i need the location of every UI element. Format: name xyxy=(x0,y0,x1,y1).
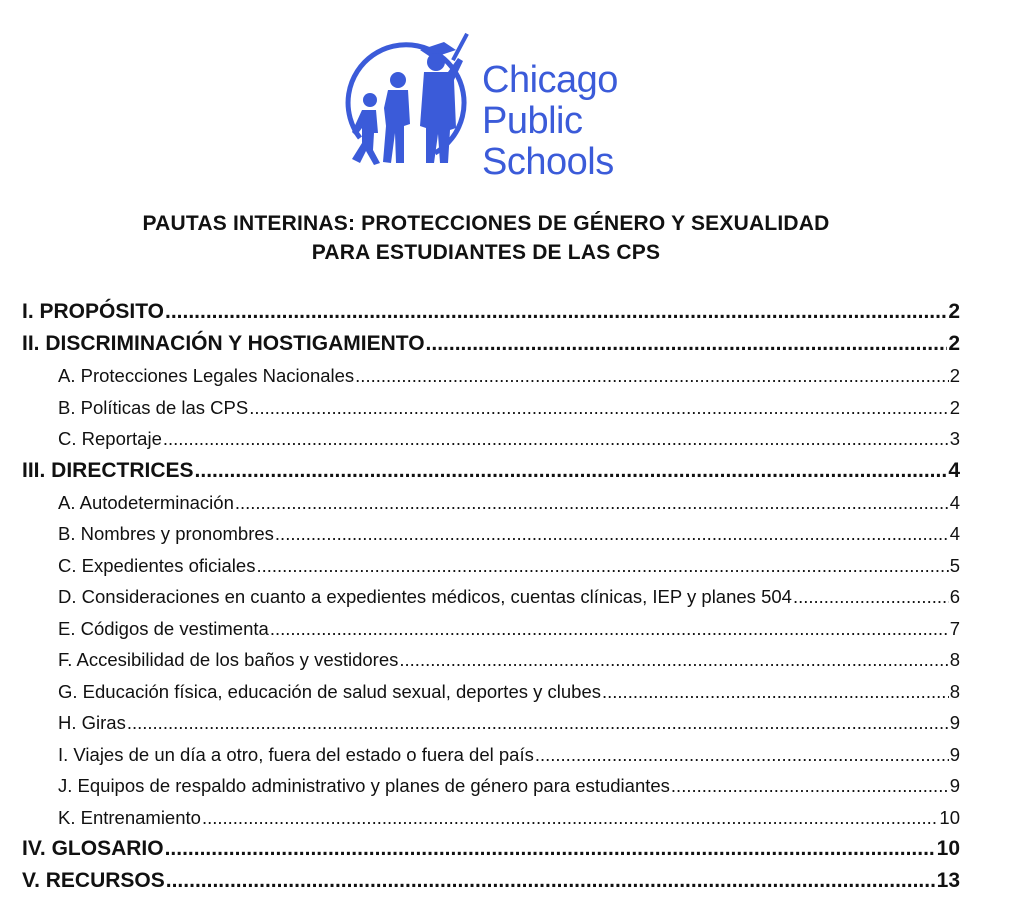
toc-subsection-entry[interactable] xyxy=(22,676,960,708)
toc-page-number: 8 xyxy=(949,680,960,702)
toc-dot-leader xyxy=(195,455,948,487)
toc-dot-leader xyxy=(426,328,948,360)
toc-subsection-entry[interactable] xyxy=(22,581,960,613)
toc-entry-label: III. DIRECTRICES xyxy=(22,458,194,482)
toc-entry-label: C. Reportaje xyxy=(58,428,162,449)
toc-page-number: 2 xyxy=(948,300,960,323)
toc-dot-leader xyxy=(165,296,947,328)
table-of-contents xyxy=(22,296,960,897)
toc-page-number: 5 xyxy=(949,554,960,576)
toc-page-number: 3 xyxy=(949,428,960,449)
toc-page-number: 4 xyxy=(949,491,960,513)
toc-page-number: 9 xyxy=(949,712,960,733)
toc-subsection-entry[interactable] xyxy=(22,739,960,771)
toc-section-entry[interactable] xyxy=(22,296,960,328)
toc-page-number: 2 xyxy=(949,365,960,386)
toc-page-number: 6 xyxy=(949,586,960,607)
toc-dot-leader xyxy=(127,707,949,739)
toc-page-number: 4 xyxy=(949,523,960,544)
toc-entry-label: H. Giras xyxy=(58,712,126,733)
logo-line-1: Chicago xyxy=(482,59,618,101)
toc-subsection-entry[interactable] xyxy=(22,644,960,676)
toc-entry-label: II. DISCRIMINACIÓN Y HOSTIGAMIENTO xyxy=(22,332,425,355)
toc-subsection-entry[interactable] xyxy=(22,487,960,519)
toc-subsection-entry[interactable] xyxy=(22,707,960,739)
toc-subsection-entry[interactable] xyxy=(22,360,960,392)
toc-page-number: 9 xyxy=(949,775,960,796)
toc-dot-leader xyxy=(602,676,949,708)
toc-subsection-entry[interactable] xyxy=(22,518,960,550)
toc-page-number: 7 xyxy=(949,617,960,639)
toc-entry-label: D. Consideraciones en cuanto a expedientes médicos, cuentas clínicas, IEP y planes 504 xyxy=(58,586,792,607)
toc-entry-label: G. Educación física, educación de salud sexual, deportes y clubes xyxy=(58,680,601,702)
toc-page-number: 10 xyxy=(936,837,960,860)
toc-dot-leader xyxy=(275,518,949,550)
toc-section-entry[interactable] xyxy=(22,833,960,865)
toc-dot-leader xyxy=(399,644,948,676)
toc-dot-leader xyxy=(249,392,948,424)
toc-page-number: 10 xyxy=(939,806,960,828)
toc-subsection-entry[interactable] xyxy=(22,613,960,645)
toc-dot-leader xyxy=(793,581,949,613)
toc-dot-leader xyxy=(166,865,936,897)
toc-dot-leader xyxy=(535,739,949,771)
cps-logo xyxy=(340,28,660,183)
toc-entry-label: V. RECURSOS xyxy=(22,869,165,892)
toc-dot-leader xyxy=(256,550,948,582)
toc-entry-label: I. PROPÓSITO xyxy=(22,300,164,323)
cps-logo-wordmark xyxy=(482,60,618,183)
toc-entry-label: I. Viajes de un día a otro, fuera del estado o fuera del país xyxy=(58,743,534,765)
toc-dot-leader xyxy=(355,360,949,392)
cps-logo-emblem-icon xyxy=(340,28,480,178)
toc-page-number: 2 xyxy=(948,332,960,355)
toc-section-entry[interactable] xyxy=(22,455,960,487)
toc-dot-leader xyxy=(235,487,949,519)
toc-entry-label: B. Nombres y pronombres xyxy=(58,523,274,544)
toc-entry-label: IV. GLOSARIO xyxy=(22,837,164,860)
toc-entry-label: E. Códigos de vestimenta xyxy=(58,617,269,639)
toc-dot-leader xyxy=(163,423,949,455)
toc-entry-label: C. Expedientes oficiales xyxy=(58,554,256,576)
toc-entry-label: A. Protecciones Legales Nacionales xyxy=(58,365,355,386)
toc-subsection-entry[interactable] xyxy=(22,802,960,834)
toc-subsection-entry[interactable] xyxy=(22,550,960,582)
document-title-line-1: PAUTAS INTERINAS: PROTECCIONES DE GÉNERO Y SEXUALIDAD xyxy=(142,212,830,235)
toc-subsection-entry[interactable] xyxy=(22,423,960,455)
document-title-line-2: PARA ESTUDIANTES DE LAS CPS xyxy=(311,241,661,264)
toc-page-number: 2 xyxy=(949,396,960,418)
toc-entry-label: F. Accesibilidad de los baños y vestidores xyxy=(58,649,399,670)
toc-dot-leader xyxy=(202,802,938,834)
toc-page-number: 13 xyxy=(936,869,960,892)
toc-entry-label: A. Autodeterminación xyxy=(58,491,234,513)
logo-line-2: Public xyxy=(482,100,583,142)
toc-dot-leader xyxy=(671,770,949,802)
toc-dot-leader xyxy=(165,833,936,865)
toc-subsection-entry[interactable] xyxy=(22,770,960,802)
toc-entry-label: K. Entrenamiento xyxy=(58,806,201,828)
logo-line-3: Schools xyxy=(482,141,614,183)
toc-section-entry[interactable] xyxy=(22,865,960,897)
toc-page-number: 8 xyxy=(949,649,960,670)
toc-subsection-entry[interactable] xyxy=(22,392,960,424)
toc-entry-label: J. Equipos de respaldo administrativo y planes de género para estudiantes xyxy=(58,775,670,796)
toc-entry-label: B. Políticas de las CPS xyxy=(58,396,249,418)
toc-section-entry[interactable] xyxy=(22,328,960,360)
toc-page-number: 9 xyxy=(949,743,960,765)
toc-dot-leader xyxy=(270,613,949,645)
toc-page-number: 4 xyxy=(948,458,960,482)
